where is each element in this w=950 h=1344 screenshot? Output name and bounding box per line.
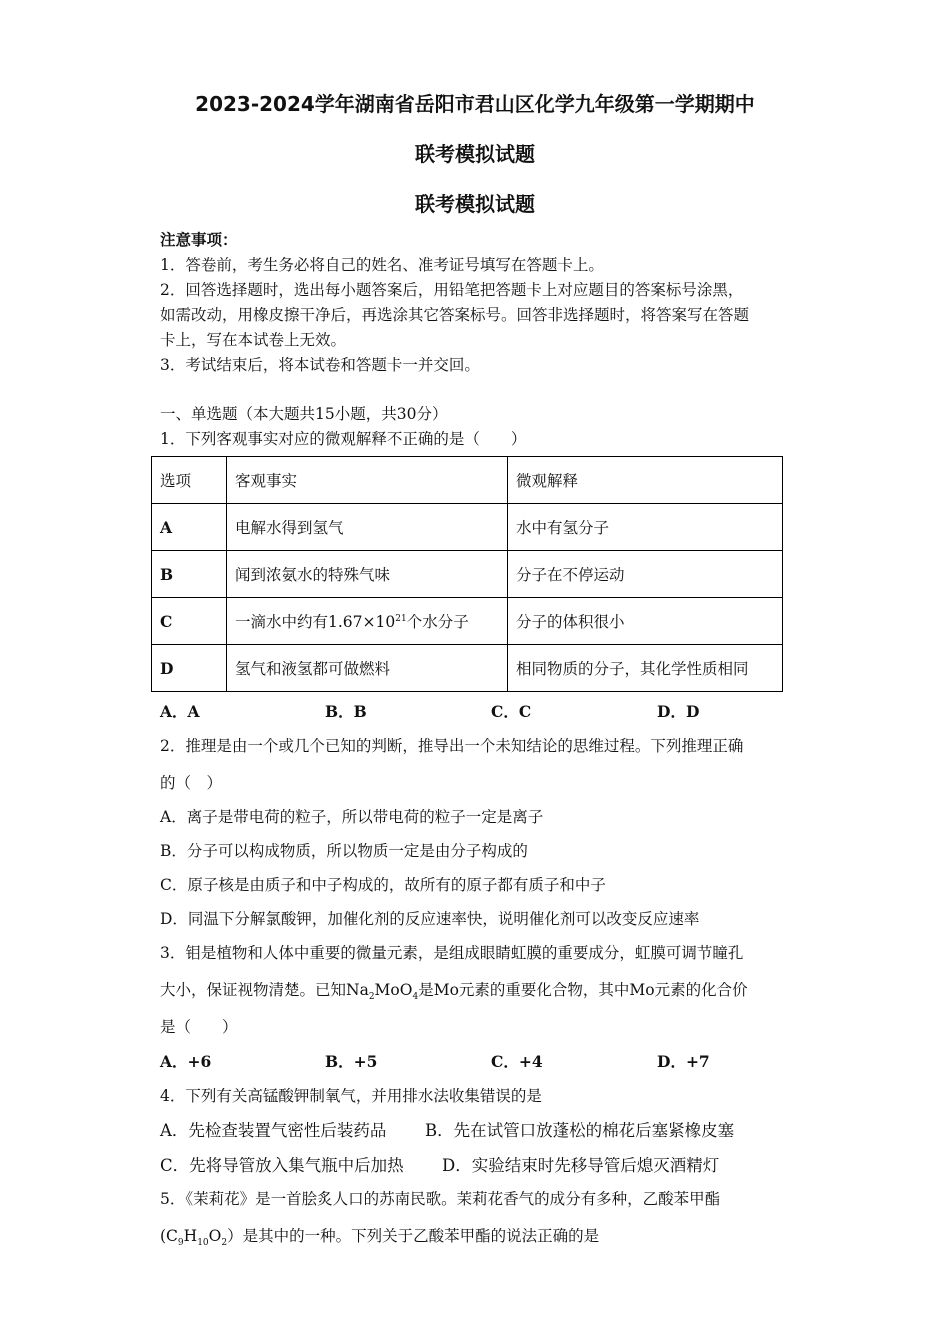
notice-item: 卡上，写在本试卷上无效。 <box>160 331 347 349</box>
table-header-cell: 客观事实 <box>227 457 508 504</box>
q5-stem: 5．《茉莉花》是一首脍炙人口的苏南民歌。茉莉花香气的成分有多种，乙酸苯甲酯 <box>160 1190 721 1208</box>
q3-option-d: D．+7 <box>657 1052 710 1071</box>
table-header-cell: 选项 <box>152 457 227 504</box>
q2-stem: 2．推理是由一个或几个已知的判断，推导出一个未知结论的思维过程。下列推理正确 <box>160 737 744 755</box>
q4-option-c: C．先将导管放入集气瓶中后加热 <box>160 1156 404 1175</box>
q3-subscript: 4 <box>412 992 419 1003</box>
q5-subscript: 10 <box>197 1238 209 1249</box>
q2-option-b: B．分子可以构成物质，所以物质一定是由分子构成的 <box>160 842 528 860</box>
notice-item: 3．考试结束后，将本试卷和答题卡一并交回。 <box>160 356 480 374</box>
table-cell-option: D <box>152 645 227 692</box>
q5-text: ）是其中的一种。下列关于乙酸苯甲酯的说法正确的是 <box>227 1227 600 1245</box>
exam-title-line1: 2023-2024学年湖南省岳阳市君山区化学九年级第一学期期中 <box>195 92 755 116</box>
table-row <box>152 504 783 551</box>
table-cell-explain: 分子的体积很小 <box>508 598 783 645</box>
q3-stem: 是（ ） <box>160 1018 238 1036</box>
q3-stem: 3．钼是植物和人体中重要的微量元素，是组成眼睛虹膜的重要成分，虹膜可调节瞳孔 <box>160 944 744 962</box>
q3-option-a: A．+6 <box>160 1052 212 1071</box>
table-header-row <box>152 457 783 504</box>
table-row <box>152 645 783 692</box>
q5-text: (C <box>160 1227 178 1245</box>
q4-option-d: D．实验结束时先移导管后熄灭酒精灯 <box>442 1156 720 1175</box>
table-cell-explain: 分子在不停运动 <box>508 551 783 598</box>
q5-text: H <box>183 1227 198 1245</box>
q1-option-d: D．D <box>657 702 700 721</box>
q3-option-c: C．+4 <box>491 1052 543 1071</box>
notice-item: 1．答卷前，考生务必将自己的姓名、准考证号填写在答题卡上。 <box>160 256 604 274</box>
q4-option-b: B．先在试管口放蓬松的棉花后塞紧橡皮塞 <box>425 1121 735 1140</box>
q2-stem: 的（ ） <box>160 774 223 792</box>
q3-text: 是Mo元素的重要化合物，其中Mo元素的化合价 <box>418 981 748 999</box>
q4-stem: 4．下列有关高锰酸钾制氧气，并用排水法收集错误的是 <box>160 1087 542 1105</box>
notice-item: 2．回答选择题时，选出每小题答案后，用铅笔把答题卡上对应题目的答案标号涂黑， <box>160 281 744 299</box>
fact-exponent: 21 <box>395 613 407 624</box>
q5-text: O <box>208 1227 222 1245</box>
q3-text: 大小，保证视物清楚。已知Na <box>160 981 369 999</box>
q5-stem <box>160 1224 599 1248</box>
table-cell-explain: 水中有氢分子 <box>508 504 783 551</box>
table-cell-fact <box>227 598 508 645</box>
q1-stem: 1．下列客观事实对应的微观解释不正确的是（ ） <box>160 430 527 448</box>
exam-title-line2: 联考模拟试题 <box>415 142 535 166</box>
q3-option-b: B．+5 <box>325 1052 378 1071</box>
q5-subscript: 2 <box>221 1238 228 1249</box>
table-row <box>152 598 783 645</box>
fact-text: 一滴水中约有1.67×10 <box>235 613 396 631</box>
q2-option-a: A．离子是带电荷的粒子，所以带电荷的粒子一定是离子 <box>160 808 544 826</box>
table-cell-fact: 电解水得到氢气 <box>227 504 508 551</box>
q3-subscript: 2 <box>368 992 375 1003</box>
table-row <box>152 551 783 598</box>
q1-table <box>151 456 783 692</box>
section-heading: 一、单选题（本大题共15小题，共30分） <box>160 405 448 423</box>
notice-item: 如需改动，用橡皮擦干净后，再选涂其它答案标号。回答非选择题时，将答案写在答题 <box>160 306 750 324</box>
q2-option-c: C．原子核是由质子和中子构成的，故所有的原子都有质子和中子 <box>160 876 606 894</box>
fact-text: 个水分子 <box>406 613 469 631</box>
q3-stem <box>160 978 748 1002</box>
notice-heading: 注意事项： <box>160 230 238 249</box>
table-cell-option: C <box>152 598 227 645</box>
q5-subscript: 9 <box>177 1238 184 1249</box>
table-cell-fact: 氢气和液氢都可做燃料 <box>227 645 508 692</box>
q2-option-d: D．同温下分解氯酸钾，加催化剂的反应速率快，说明催化剂可以改变反应速率 <box>160 910 700 928</box>
table-cell-option: A <box>152 504 227 551</box>
q1-option-c: C．C <box>491 702 532 721</box>
exam-title-line3: 联考模拟试题 <box>415 192 535 216</box>
q4-option-a: A．先检查装置气密性后装药品 <box>160 1121 387 1140</box>
table-cell-fact: 闻到浓氨水的特殊气味 <box>227 551 508 598</box>
table-cell-explain: 相同物质的分子，其化学性质相同 <box>508 645 783 692</box>
table-header-cell: 微观解释 <box>508 457 783 504</box>
q1-option-a: A．A <box>160 702 200 721</box>
table-cell-option: B <box>152 551 227 598</box>
q1-option-b: B．B <box>325 702 367 721</box>
q3-text: MoO <box>374 981 413 999</box>
